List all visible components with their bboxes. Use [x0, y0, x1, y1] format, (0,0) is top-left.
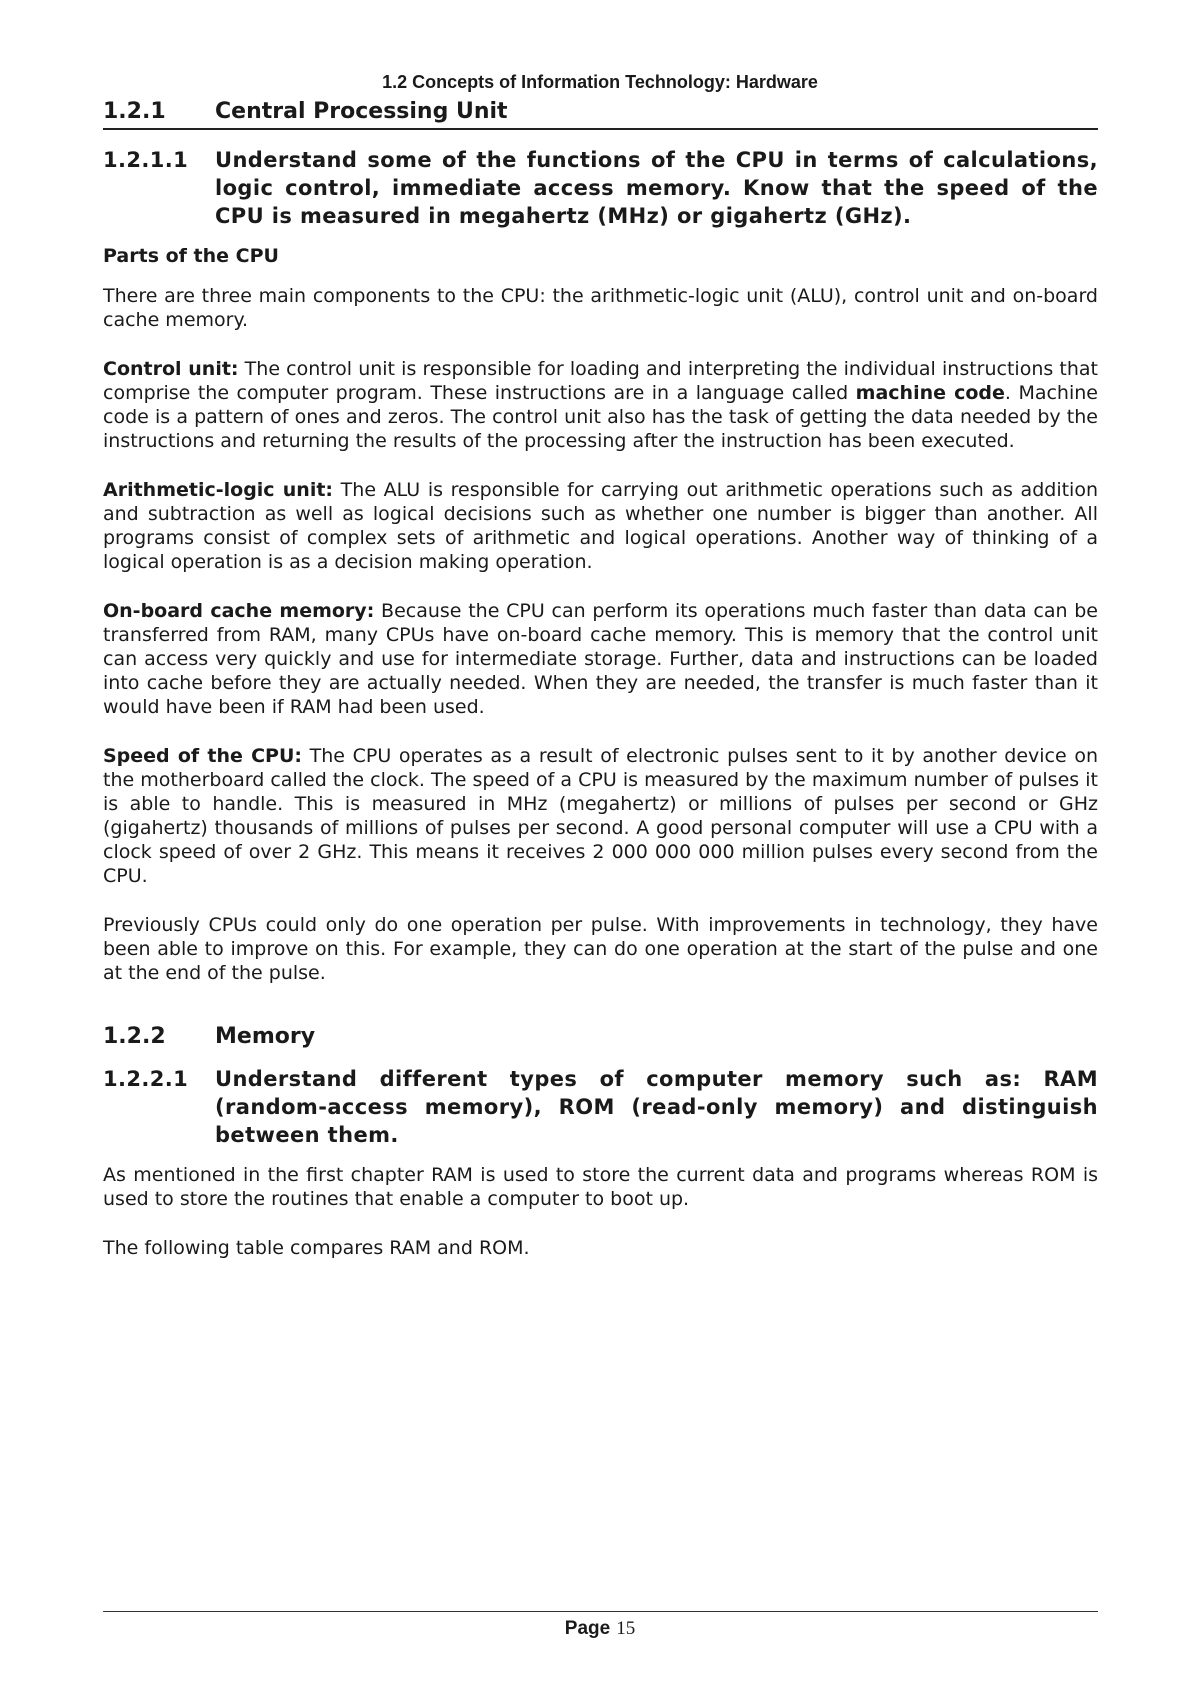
- footer-divider: [103, 1611, 1098, 1612]
- page-label: Page: [564, 1618, 611, 1639]
- cpu-speed-term: Speed of the CPU:: [103, 745, 302, 767]
- parts-of-cpu-label: Parts of the CPU: [103, 245, 279, 267]
- alu-paragraph: [103, 478, 1098, 574]
- section-title: Central Processing Unit: [215, 99, 508, 124]
- subsection-title: Understand some of the functions of the CPU in terms of calculations, logic control, immediate access memory. Know that the speed of the CPU is measured in megahertz (MHz) or gigahertz (GHz).: [215, 148, 1098, 228]
- alu-text: The ALU is responsible for carrying out arithmetic operations such as addition and subtraction as well as logical decisions such as whether one number is bigger than another. All programs consist of complex sets of arithmetic and logical operations. Another way of thinking of a logical operation is as a decision making operation.: [103, 479, 1098, 573]
- subsection-heading-cpu: [103, 146, 1098, 230]
- page-header-title: 1.2 Concepts of Information Technology: Hardware: [382, 72, 818, 92]
- cache-text: Because the CPU can perform its operations much faster than data can be transferred from RAM, many CPUs have on-board cache memory. This is memory that the control unit can access very quickly and use for intermediate storage. Further, data and instructions can be loaded into cache before they are actually needed. When they are needed, the transfer is much faster than it would have been if RAM had been used.: [103, 600, 1098, 718]
- subsection-title: Understand different types of computer memory such as: RAM (random-access memory), ROM (read-only memory) and distinguish between them.: [215, 1067, 1098, 1147]
- control-unit-text-1: The control unit is responsible for loading and interpreting the individual instructions that comprise the computer program. These instructions are in a language called: [103, 358, 1098, 404]
- alu-term: Arithmetic-logic unit:: [103, 479, 334, 501]
- subsection-number: 1.2.1.1: [103, 148, 189, 172]
- section-heading-memory: [103, 1021, 1098, 1053]
- cpu-speed-paragraph: [103, 744, 1098, 888]
- cache-paragraph: [103, 599, 1098, 719]
- page-footer: [0, 1617, 1200, 1640]
- subsection-number: 1.2.2.1: [103, 1067, 189, 1091]
- control-unit-paragraph: [103, 357, 1098, 453]
- table-intro-paragraph: The following table compares RAM and ROM.: [103, 1237, 530, 1259]
- document-body: [103, 96, 1098, 1285]
- cache-term: On-board cache memory:: [103, 600, 375, 622]
- section-number: 1.2.1: [103, 99, 166, 124]
- section-title: Memory: [215, 1024, 316, 1049]
- subsection-heading-memory: [103, 1065, 1098, 1149]
- page-number: 15: [616, 1618, 636, 1639]
- cpu-intro-paragraph: There are three main components to the CPU: the arithmetic-logic unit (ALU), control unit and on-board cache memory.: [103, 285, 1098, 331]
- control-unit-text-2: . Machine code is a pattern of ones and zeros. The control unit also has the task of getting the data needed by the instructions and returning the results of the processing after the instruction has been executed.: [103, 382, 1098, 452]
- previously-paragraph: Previously CPUs could only do one operation per pulse. With improvements in technology, they have been able to improve on this. For example, they can do one operation at the start of the pulse and one at the end of the pulse.: [103, 914, 1098, 984]
- machine-code-keyword: machine code: [855, 382, 1005, 404]
- section-number: 1.2.2: [103, 1024, 166, 1049]
- control-unit-term: Control unit:: [103, 358, 239, 380]
- cpu-speed-text: The CPU operates as a result of electronic pulses sent to it by another device on the motherboard called the clock. The speed of a CPU is measured by the maximum number of pulses it is able to handle. This is measured in MHz (megahertz) or millions of pulses per second or GHz (gigahertz) thousands of millions of pulses per second. A good personal computer will use a CPU with a clock speed of over 2 GHz. This means it receives 2 000 000 000 million pulses every second from the CPU.: [103, 745, 1098, 887]
- ram-rom-paragraph: As mentioned in the first chapter RAM is used to store the current data and programs whereas ROM is used to store the routines that enable a computer to boot up.: [103, 1164, 1098, 1210]
- section-heading-cpu: [103, 96, 1098, 130]
